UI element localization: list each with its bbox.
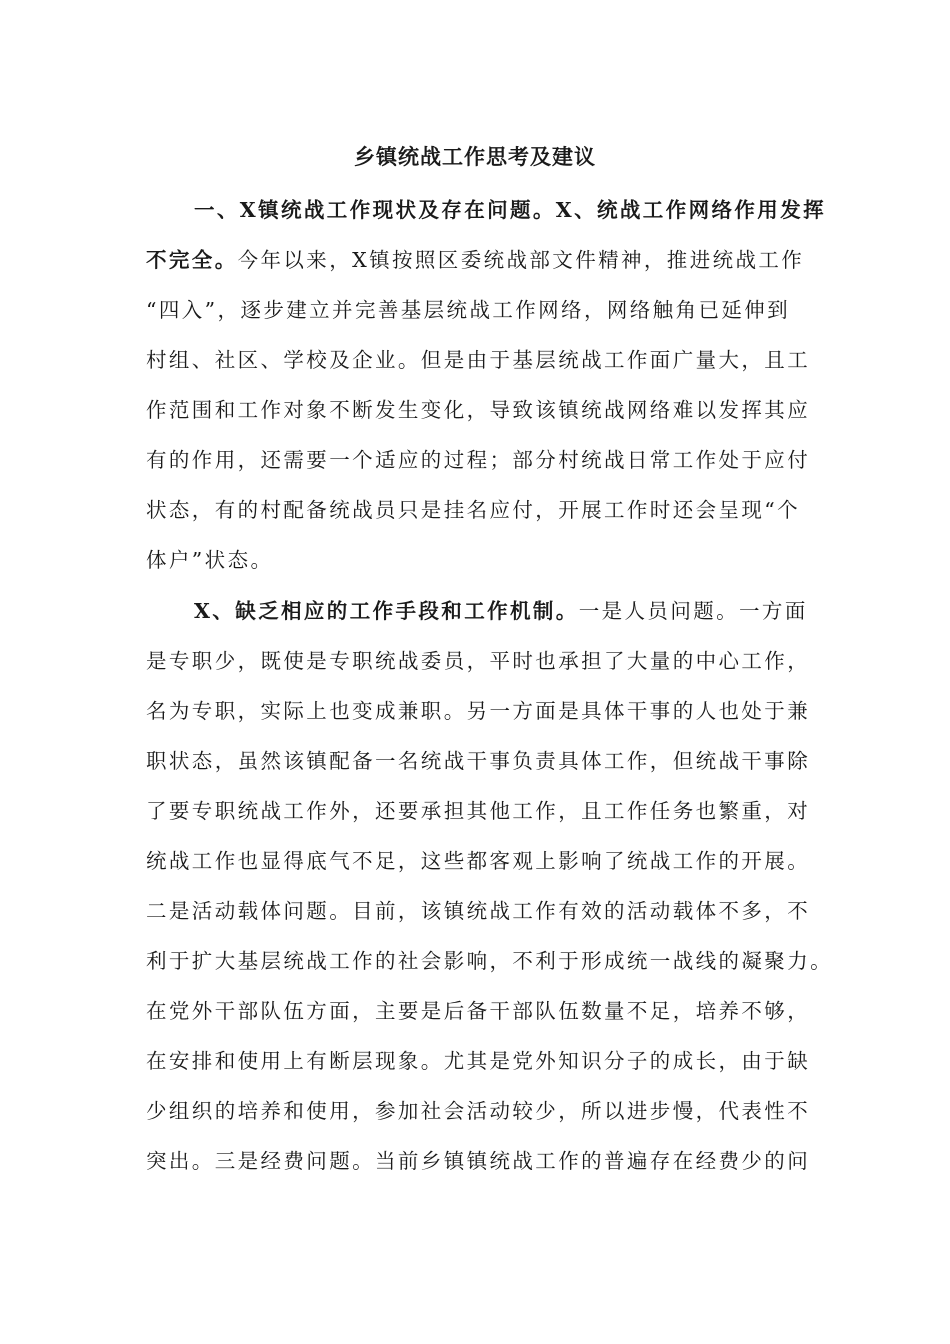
paragraph-2-line: 在党外干部队伍方面，主要是后备干部队伍数量不足，培养不够，: [146, 999, 811, 1023]
paragraph-2-line: 利于扩大基层统战工作的社会影响，不利于形成统一战线的凝聚力。: [146, 949, 833, 973]
paragraph-1-line: 状态，有的村配备统战员只是挂名应付，开展工作时还会呈现“个: [146, 498, 801, 522]
paragraph-2-line-text: 一是人员问题。一方面: [578, 599, 808, 623]
paragraph-2-line: 二是活动载体问题。目前，该镇统战工作有效的活动载体不多，不: [146, 899, 811, 923]
paragraph-2-line: 少组织的培养和使用，参加社会活动较少，所以进步慢，代表性不: [146, 1099, 811, 1123]
paragraph-2-line: 名为专职，实际上也变成兼职。另一方面是具体干事的人也处于兼: [146, 699, 811, 723]
paragraph-1-line: 村组、社区、学校及企业。但是由于基层统战工作面广量大，且工: [146, 348, 811, 372]
paragraph-2-line: 统战工作也显得底气不足，这些都客观上影响了统战工作的开展。: [146, 849, 811, 873]
paragraph-1-line-text: 今年以来，X镇按照区委统战部文件精神，推进统战工作: [237, 248, 805, 272]
paragraph-1-line: “四入”，逐步建立并完善基层统战工作网络，网络触角已延伸到: [146, 298, 791, 322]
paragraph-1-line: [146, 235, 808, 285]
paragraph-2-line: 突出。三是经费问题。当前乡镇镇统战工作的普遍存在经费少的问: [146, 1149, 811, 1173]
paragraph-1-line: 体户”状态。: [146, 548, 274, 572]
paragraph-1-heading-end: 不完全。: [146, 248, 238, 272]
paragraph-2-line: 在安排和使用上有断层现象。尤其是党外知识分子的成长，由于缺: [146, 1049, 811, 1073]
paragraph-2-line: [146, 586, 808, 636]
paragraph-2-heading: X、缺乏相应的工作手段和工作机制。: [194, 599, 579, 623]
paragraph-1-line: 作范围和工作对象不断发生变化，导致该镇统战网络难以发挥其应: [146, 398, 811, 422]
paragraph-2: [146, 586, 833, 1186]
paragraph-2-line: 职状态，虽然该镇配备一名统战干事负责具体工作，但统战干事除: [146, 749, 811, 773]
paragraph-1-line: [146, 185, 827, 235]
document-title: 乡镇统战工作思考及建议: [354, 144, 596, 169]
paragraph-1-line: 有的作用，还需要一个适应的过程；部分村统战日常工作处于应付: [146, 448, 811, 472]
paragraph-1: [146, 185, 827, 585]
paragraph-2-line: 是专职少，既使是专职统战委员，平时也承担了大量的中心工作，: [146, 649, 811, 673]
paragraph-2-line: 了要专职统战工作外，还要承担其他工作，且工作任务也繁重，对: [146, 799, 811, 823]
paragraph-1-heading: 一、X镇统战工作现状及存在问题。X、统战工作网络作用发挥: [194, 198, 827, 222]
